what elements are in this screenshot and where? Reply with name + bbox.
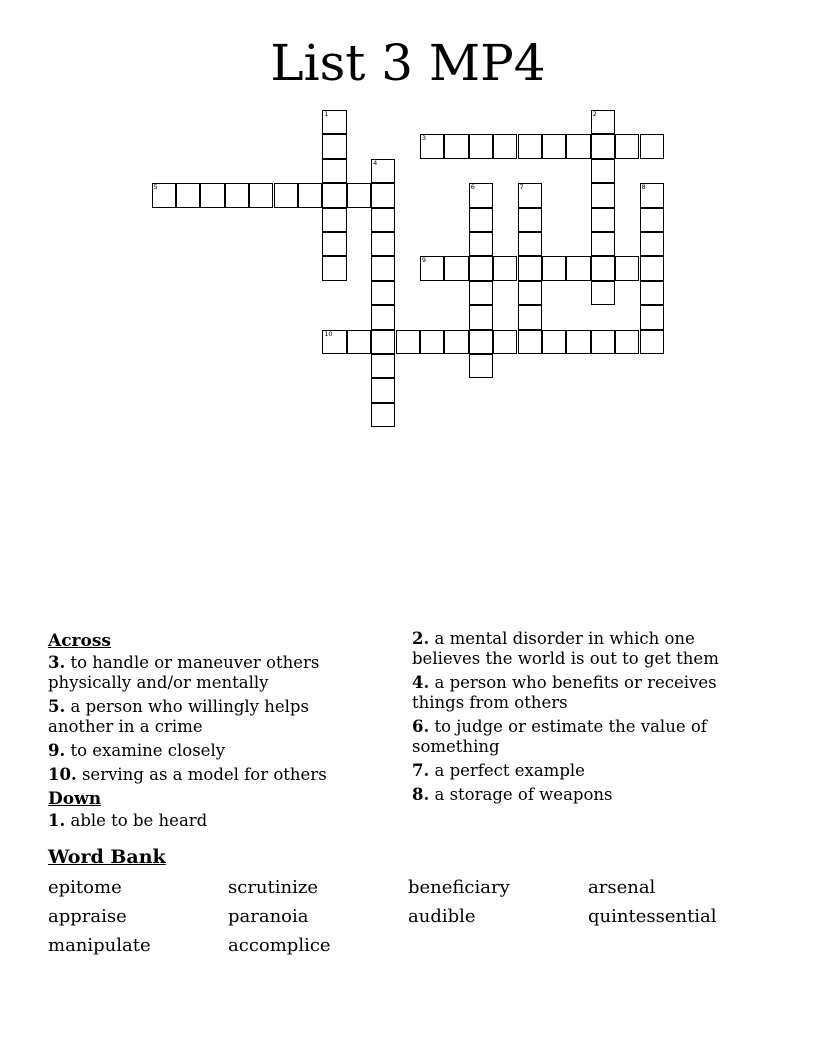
clue-down-4 [412, 673, 752, 713]
clue-across-9 [48, 741, 348, 761]
clue-down-6 [412, 717, 752, 757]
crossword-cell[interactable] [322, 208, 346, 232]
clue-number: 10. [48, 765, 77, 784]
crossword-cell[interactable] [444, 256, 468, 280]
crossword-cell[interactable] [371, 281, 395, 305]
crossword-cell[interactable] [591, 256, 615, 280]
crossword-cell[interactable] [493, 330, 517, 354]
crossword-cell[interactable] [322, 232, 346, 256]
clue-number: 2. [412, 629, 430, 648]
clue-across-10 [48, 765, 348, 785]
clue-text: a person who willingly helps another in a crime [48, 697, 309, 736]
crossword-cell[interactable] [444, 134, 468, 158]
clue-number-label: 6 [470, 183, 475, 192]
crossword-cell[interactable] [542, 256, 566, 280]
clue-text: to handle or maneuver others physically and/or mentally [48, 653, 320, 692]
word-bank-item: audible [408, 906, 476, 927]
crossword-cell[interactable] [518, 305, 542, 329]
crossword-cell[interactable] [591, 159, 615, 183]
clue-down-8 [412, 785, 752, 805]
crossword-cell[interactable] [371, 208, 395, 232]
clue-down-2 [412, 629, 752, 669]
crossword-cell[interactable] [420, 134, 444, 158]
crossword-cell[interactable] [371, 330, 395, 354]
clue-number-label: 2 [592, 110, 597, 118]
crossword-cell[interactable] [371, 354, 395, 378]
crossword-cell[interactable] [640, 134, 664, 158]
crossword-cell[interactable] [371, 256, 395, 280]
clue-number: 4. [412, 673, 430, 692]
word-bank-item: scrutinize [228, 877, 318, 898]
crossword-cell[interactable] [640, 256, 664, 280]
clue-text: a perfect example [434, 761, 585, 780]
crossword-cell[interactable] [420, 330, 444, 354]
crossword-cell[interactable] [469, 256, 493, 280]
clue-number-label: 1 [324, 110, 329, 118]
crossword-cell[interactable] [518, 208, 542, 232]
crossword-cell[interactable] [322, 134, 346, 158]
clue-number: 7. [412, 761, 430, 780]
crossword-cell[interactable] [298, 183, 322, 207]
crossword-cell[interactable] [225, 183, 249, 207]
crossword-cell[interactable] [542, 134, 566, 158]
page-title: List 3 MP4 [270, 34, 546, 92]
clue-number-label: 5 [153, 183, 158, 192]
crossword-cell[interactable] [640, 208, 664, 232]
clue-number-label: 3 [421, 134, 427, 143]
crossword-cell[interactable] [469, 232, 493, 256]
crossword-cell[interactable] [518, 256, 542, 280]
clues-left-column [48, 629, 348, 835]
crossword-cell[interactable] [322, 183, 346, 207]
clue-number: 1. [48, 811, 66, 830]
crossword-cell[interactable] [469, 183, 493, 207]
clue-number-label: 10 [324, 329, 333, 338]
word-bank-item: manipulate [48, 935, 151, 956]
clues-right-column [412, 629, 752, 809]
crossword-cell[interactable] [176, 183, 200, 207]
crossword-cell[interactable] [469, 134, 493, 158]
clue-across-3 [48, 653, 348, 693]
clue-number-label: 8 [641, 183, 646, 192]
crossword-cell[interactable] [615, 134, 639, 158]
crossword-cell[interactable] [322, 159, 346, 183]
crossword-cell[interactable] [591, 208, 615, 232]
clue-number-label: 9 [421, 256, 427, 265]
clue-text: able to be heard [70, 811, 208, 830]
clue-number-label: 7 [519, 183, 524, 192]
crossword-cell[interactable] [249, 183, 273, 207]
crossword-cell[interactable] [640, 281, 664, 305]
clue-across-5 [48, 697, 348, 737]
crossword-cell[interactable] [371, 378, 395, 402]
clue-text: serving as a model for others [81, 765, 327, 784]
crossword-cell[interactable] [420, 256, 444, 280]
crossword-cell[interactable] [591, 183, 615, 207]
word-bank-item: epitome [48, 877, 122, 898]
crossword-cell[interactable] [591, 134, 615, 158]
crossword-cell[interactable] [518, 134, 542, 158]
crossword-cell[interactable] [322, 110, 346, 134]
crossword-cell[interactable] [615, 256, 639, 280]
clue-text: a person who benefits or receives things from others [412, 673, 717, 712]
crossword-cell[interactable] [347, 330, 371, 354]
clue-text: a storage of weapons [434, 785, 613, 804]
crossword-cell[interactable] [322, 256, 346, 280]
word-bank-item: accomplice [228, 935, 331, 956]
crossword-cell[interactable] [469, 281, 493, 305]
clue-number-label: 4 [373, 158, 378, 167]
crossword-cell[interactable] [591, 110, 615, 134]
clue-text: to judge or estimate the value of something [412, 717, 707, 756]
crossword-cell[interactable] [396, 330, 420, 354]
word-bank-item: appraise [48, 906, 127, 927]
crossword-cell[interactable] [347, 183, 371, 207]
crossword-cell[interactable] [371, 159, 395, 183]
clue-text: to examine closely [70, 741, 226, 760]
crossword-cell[interactable] [469, 354, 493, 378]
crossword-cell[interactable] [640, 305, 664, 329]
crossword-cell[interactable] [518, 281, 542, 305]
crossword-cell[interactable] [493, 256, 517, 280]
crossword-cell[interactable] [640, 232, 664, 256]
word-bank-title: Word Bank [48, 846, 166, 868]
crossword-cell[interactable] [152, 183, 176, 207]
crossword-cell[interactable] [469, 208, 493, 232]
crossword-cell[interactable] [444, 330, 468, 354]
crossword-cell[interactable] [322, 330, 346, 354]
crossword-cell[interactable] [371, 403, 395, 427]
crossword-cell[interactable] [274, 183, 298, 207]
crossword-cell[interactable] [591, 330, 615, 354]
word-bank-item: paranoia [228, 906, 309, 927]
crossword-cell[interactable] [566, 256, 590, 280]
clue-number: 6. [412, 717, 430, 736]
crossword-cell[interactable] [371, 232, 395, 256]
clue-down-1 [48, 811, 348, 831]
crossword-cell[interactable] [493, 134, 517, 158]
clue-number: 3. [48, 653, 66, 672]
clue-number: 9. [48, 741, 66, 760]
clue-number: 8. [412, 785, 430, 804]
crossword-cell[interactable] [371, 183, 395, 207]
word-bank [48, 875, 768, 958]
crossword-cell[interactable] [518, 183, 542, 207]
crossword-cell[interactable] [640, 330, 664, 354]
across-heading: Across [48, 631, 111, 651]
clue-down-7 [412, 761, 752, 781]
word-bank-item: beneficiary [408, 877, 510, 898]
clue-text: a mental disorder in which one believes the world is out to get them [412, 629, 719, 668]
crossword-cell[interactable] [518, 330, 542, 354]
word-bank-item: arsenal [588, 877, 656, 898]
crossword-cell[interactable] [542, 330, 566, 354]
crossword-cell[interactable] [518, 232, 542, 256]
crossword-cell[interactable] [469, 305, 493, 329]
crossword-cell[interactable] [615, 330, 639, 354]
crossword-cell[interactable] [200, 183, 224, 207]
down-heading: Down [48, 789, 102, 809]
crossword-cell[interactable] [640, 183, 664, 207]
crossword-cell[interactable] [469, 330, 493, 354]
word-bank-item: quintessential [588, 906, 717, 927]
crossword-cell[interactable] [371, 305, 395, 329]
crossword-cell[interactable] [591, 281, 615, 305]
crossword-cell[interactable] [566, 134, 590, 158]
crossword-cell[interactable] [566, 330, 590, 354]
crossword-cell[interactable] [591, 232, 615, 256]
clue-number: 5. [48, 697, 66, 716]
